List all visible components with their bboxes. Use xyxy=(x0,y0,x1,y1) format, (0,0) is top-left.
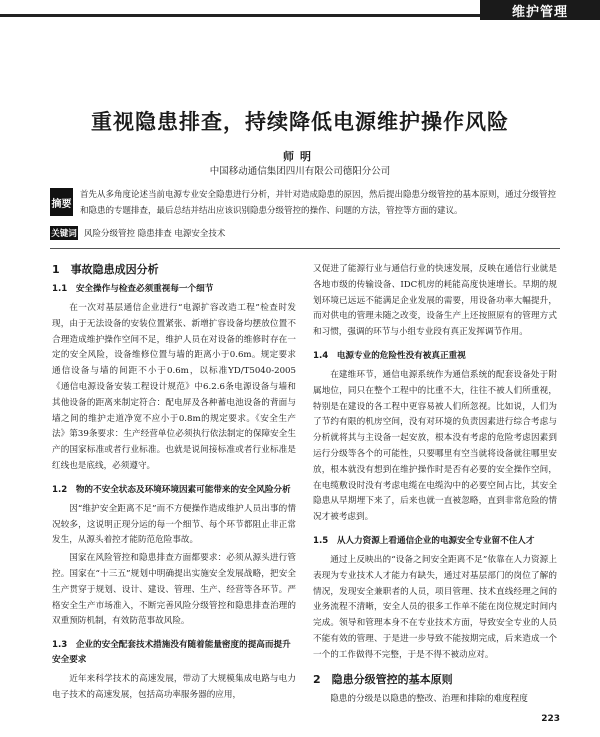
article-title: 重视隐患排查，持续降低电源维护操作风险 xyxy=(91,110,509,134)
subsection-heading: 1.4 电源专业的危险性没有被真正重视 xyxy=(313,350,466,361)
header-rule xyxy=(0,14,480,17)
subsection-heading: 1.5 从人力资源上看通信企业的电源安全专业留不住人才 xyxy=(313,535,535,546)
section-heading: 2 隐患分级管控的基本原则 xyxy=(313,672,453,686)
section-heading: 1 事故隐患成因分析 xyxy=(52,263,159,276)
paragraph: 在一次对基层通信企业进行“电源扩容改造工程”检查时发现，由于无法设备的安装位置紧张、新增扩容设备均摆放位置不合理造成维护操作空间不足，维护人员在对设备的维修时存在一定的安全风险，设备维修位置与墙的距离小于0.6m。规定要求通信设备与墙的间距不小于0.6m，以标准YD/T5040-2005《通信电源设备安装工程设计规范》中6.2.6条电源设备与墙和其他设备的距离来制定符合：配电屏及各种蓄电池设备的背面与墙之间的维护走道净宽不应小于0.8m的规定要求。《安全生产法》第39条要求：生产经营单位必须执行依法制定的保障安全生产的国家标准或者行业标准。也就是说间接标准或者行业标准是红线也是底线，必须遵守。 xyxy=(52,303,296,471)
section-tab: 维护管理 xyxy=(480,0,600,20)
author-name: 师明 xyxy=(283,150,317,163)
paragraph: 因“维护安全距离不足”而不方便操作造成维护人员出事的情况较多，这说明正现分运的每一个细节、每个环节都阻止非正常发生，从源头着控才能防范危险事故。 xyxy=(52,503,296,546)
paragraph: 在建维环节，通信电源系统作为通信系统的配套设备处于附属地位，同只在整个工程中的比重不大，往往不被人们所重视，特别是在建设的各工程中更容易被人们所忽视。比如说，人们为了节约有限的机房空间，没有对环境的负责因素进行综合考虑与分析就将其与主设备一起安放，根本没有考虑的危险考虑因素到运行分级等各个的可能性，只要哪里有空当就将设备就往哪里安放，根本就没有想到在维护操作时是否有必要的安全操作空间，在电缆敷设时没有考虑电缆在电缆沟中的必要空间占比，其安全隐患从早期埋下来了，后来也就一直被忽略，直到非常危险的情况才被考虑到。 xyxy=(313,369,557,523)
header-bar xyxy=(0,0,600,18)
paragraph: 近年来科学技术的高速发展，带动了大规模集成电路与电力电子技术的高速发展，包括高功率服务器的应用， xyxy=(52,674,296,700)
left-column xyxy=(52,262,296,706)
paragraph: 又促进了能源行业与通信行业的快速发展，反映在通信行业就是各地市级的传输设备、IDC机房的耗能高度快速增长。早期的规划环境已远远不能满足企业发展的需要，用设备功率大幅提升，而对供电的管理未随之改变，设备生产上还按照原有的管理方式和习惯，强调的环节与小组专业段有真正发挥调节作用。 xyxy=(313,264,557,338)
abstract-text: 首先从多角度论述当前电源专业安全隐患进行分析，并针对造成隐患的原因，然后提出隐患分级管控的基本原则，通过分级管控和隐患的专题排查，最后总结并结出应该识别隐患分级管控的操作、问题的方法，管控等方面的建议。 xyxy=(80,190,557,216)
keywords-label: 关键词 xyxy=(50,226,78,240)
paragraph: 隐患的分级是以隐患的整改、治理和排除的难度程度 xyxy=(330,693,528,704)
paragraph: 国家在风险管控和隐患排查方面都要求：必须从源头进行管控。国家在“十三五”规划中明确提出实施安全发展战略，把安全生产贯穿于规划、设计、建设、管理、生产、经营等各环节。严格安全生产市场准入，不断完善风险分级管控和隐患排查治理的双重预防机制，有效防范事故风险。 xyxy=(52,553,296,627)
author-affiliation: 中国移动通信集团四川有限公司德阳分公司 xyxy=(209,166,391,177)
subsection-heading: 1.3 企业的安全配套技术措施没有随着能量密度的提高而提升安全要求 xyxy=(52,640,291,666)
subsection-heading: 1.2 物的不安全状态及环境环境因素可能带来的安全风险分析 xyxy=(52,484,291,495)
keywords-divider xyxy=(50,248,560,249)
subsection-heading: 1.1 安全操作与检查必须重视每一个细节 xyxy=(52,284,214,294)
right-column xyxy=(313,262,557,709)
keywords-text: 风险分级管控 隐患排查 电源安全技术 xyxy=(84,229,226,239)
paragraph: 通过上反映出的“设备之间安全距离不足”依靠在人力资源上表现为专业技术人才能力有缺失，通过对基层部门的岗位了解的情况，发现安全兼职者的人员，项目管理、技术直线经理之间的业务流程不清晰，安全人员的很多工作单不能在岗位规定时间内完成。领导和管理本身不在专业技术方面，导致安全专业的人员不能有效的管理、于是进一步导致不能按期完成，后来造成一个一个的工作做得不完整，于是不得不被动应对。 xyxy=(313,554,557,660)
abstract-label: 摘要 xyxy=(50,188,73,216)
page-number: 223 xyxy=(541,714,560,724)
